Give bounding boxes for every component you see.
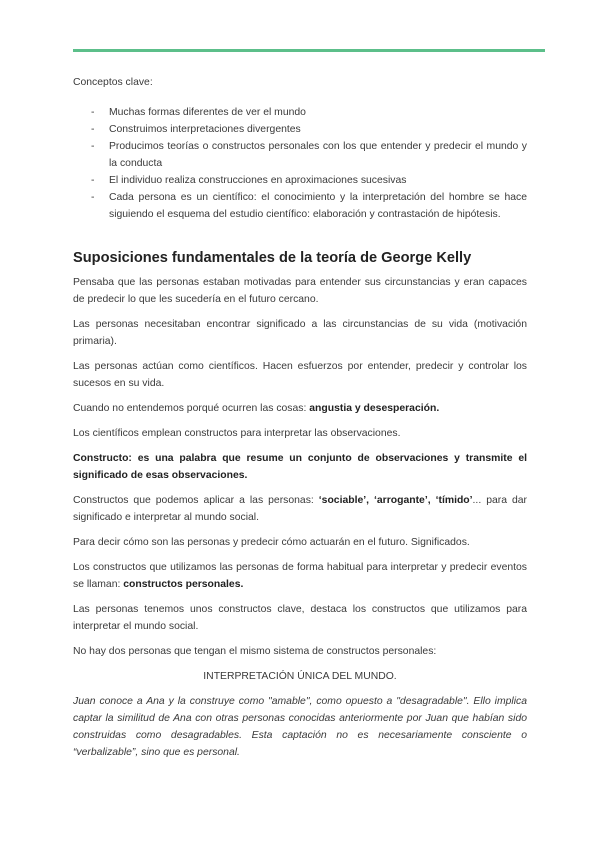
centered-statement: INTERPRETACIÓN ÚNICA DEL MUNDO.: [203, 671, 397, 682]
list-item: - Producimos teorías o constructos personales con los que entender y predecir el mundo y la conducta: [91, 141, 527, 169]
list-item: - El individuo realiza construcciones en aproximaciones sucesivas: [91, 175, 407, 186]
list-item: - Construimos interpretaciones divergentes: [91, 124, 301, 135]
example-paragraph: Juan conoce a Ana y la construye como "amable", como opuesto a "desagradable". Ello implica captar la similitud de Ana con otras personas conocidas anteriormente por Juan que habían sido construidas como desagradables. Esta captación no es necesariamente consciente o “verbalizable”, sino que es personal.: [73, 696, 527, 758]
key-concepts-list: [73, 104, 527, 223]
paragraph-10: Las personas tenemos unos constructos clave, destaca los constructos que utilizamos para interpretar el mundo social.: [73, 604, 527, 632]
document-body: [73, 74, 527, 769]
paragraph-5: Los científicos emplean constructos para interpretar las observaciones.: [73, 428, 401, 439]
list-item: - Cada persona es un científico: el conocimiento y la interpretación del hombre se hace siguiendo el esquema del estudio científico: elaboración y contrastación de hipótesis.: [91, 192, 527, 220]
intro-label: Conceptos clave:: [73, 77, 153, 88]
paragraph-2: Las personas necesitaban encontrar significado a las circunstancias de su vida (motivación primaria).: [73, 319, 527, 347]
paragraph-4: Cuando no entendemos porqué ocurren las cosas: angustia y desesperación.: [73, 403, 440, 414]
paragraph-3: Las personas actúan como científicos. Hacen esfuerzos por entender, predecir y controlar los sucesos en su vida.: [73, 361, 527, 389]
paragraph-1: Pensaba que las personas estaban motivadas para entender sus circunstancias y eran capaces de predecir lo que les sucedería en el futuro cercano.: [73, 277, 527, 305]
list-item: - Muchas formas diferentes de ver el mundo: [91, 107, 306, 118]
paragraph-9: Los constructos que utilizamos las personas de forma habitual para interpretar y predecir eventos se llaman: constructos personales.: [73, 562, 527, 590]
header-rule: [73, 49, 545, 52]
paragraph-8: Para decir cómo son las personas y predecir cómo actuarán en el futuro. Significados.: [73, 537, 470, 548]
paragraph-7: Constructos que podemos aplicar a las personas: ‘sociable’, ‘arrogante’, ‘tímido’... para dar significado e interpretar al mundo social.: [73, 495, 528, 523]
paragraph-11: No hay dos personas que tengan el mismo sistema de constructos personales:: [73, 646, 437, 657]
section-title: Suposiciones fundamentales de la teoría de George Kelly: [73, 250, 472, 266]
paragraph-6: Constructo: es una palabra que resume un conjunto de observaciones y transmite el significado de esas observaciones.: [73, 453, 527, 481]
